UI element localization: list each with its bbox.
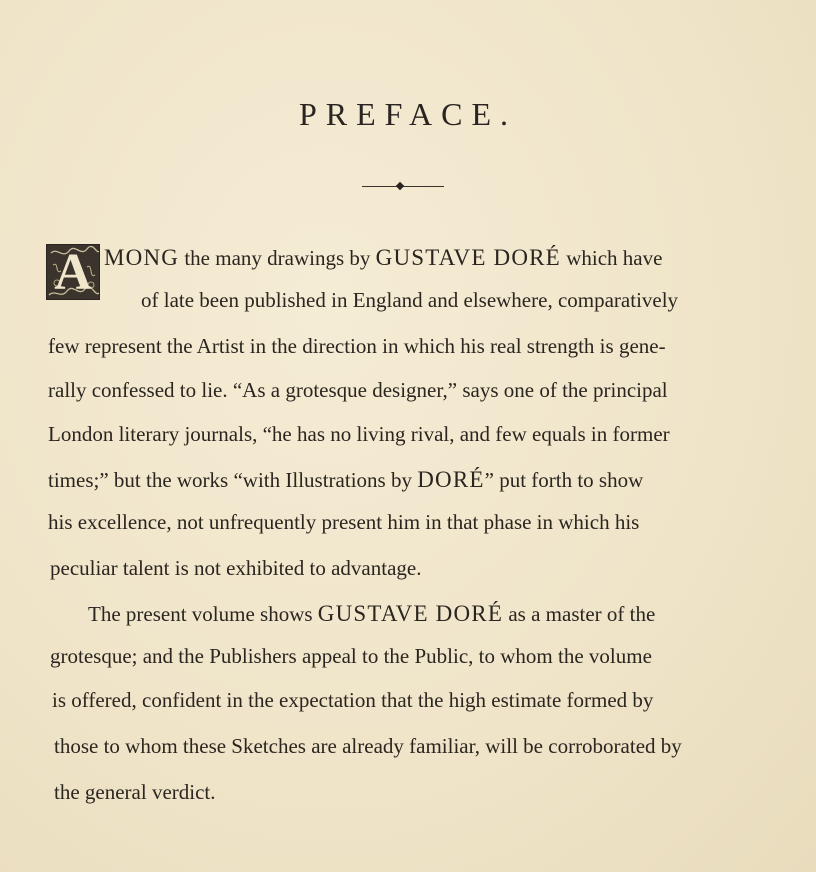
paragraph-2-line-5: the general verdict.	[54, 780, 216, 804]
text-span: ” put forth to show	[484, 468, 644, 492]
paragraph-1-line-6	[48, 468, 643, 491]
artist-name: DORÉ	[417, 467, 485, 492]
text-span: the many drawings by	[179, 246, 376, 270]
drop-cap-letter: A	[54, 244, 92, 300]
text-span: times;” but the works “with Illustrations by	[48, 468, 418, 492]
paragraph-2-line-2: grotesque; and the Publishers appeal to the Public, to whom the volume	[50, 644, 652, 668]
paragraph-1-line-3: few represent the Artist in the direction in which his real strength is gene-	[48, 334, 666, 358]
paragraph-1-line-4: rally confessed to lie. “As a grotesque designer,” says one of the principal	[48, 378, 668, 402]
paragraph-2-line-1	[88, 602, 655, 625]
rule-diamond-ornament	[396, 182, 404, 190]
paragraph-2-line-3: is offered, confident in the expectation that the high estimate formed by	[52, 688, 654, 712]
text-span: The present volume shows	[88, 602, 318, 626]
text-span: as a master of the	[503, 602, 656, 626]
text-span: which have	[560, 246, 663, 270]
paragraph-1-line-7: his excellence, not unfrequently present him in that phase in which his	[48, 510, 640, 534]
paragraph-2-line-4: those to whom these Sketches are already familiar, will be corroborated by	[54, 734, 682, 758]
artist-name: GUSTAVE DORÉ	[375, 245, 561, 270]
decorated-drop-cap	[46, 244, 100, 300]
paragraph-1-line-5: London literary journals, “he has no living rival, and few equals in former	[48, 422, 670, 446]
page-title: PREFACE.	[298, 96, 518, 132]
artist-name: GUSTAVE DORÉ	[317, 601, 504, 626]
paragraph-1-line-8: peculiar talent is not exhibited to advantage.	[50, 556, 422, 580]
paragraph-1-line-2: of late been published in England and elsewhere, comparatively	[141, 288, 679, 312]
opening-word: MONG	[104, 245, 180, 270]
paragraph-1-line-1	[104, 246, 662, 269]
